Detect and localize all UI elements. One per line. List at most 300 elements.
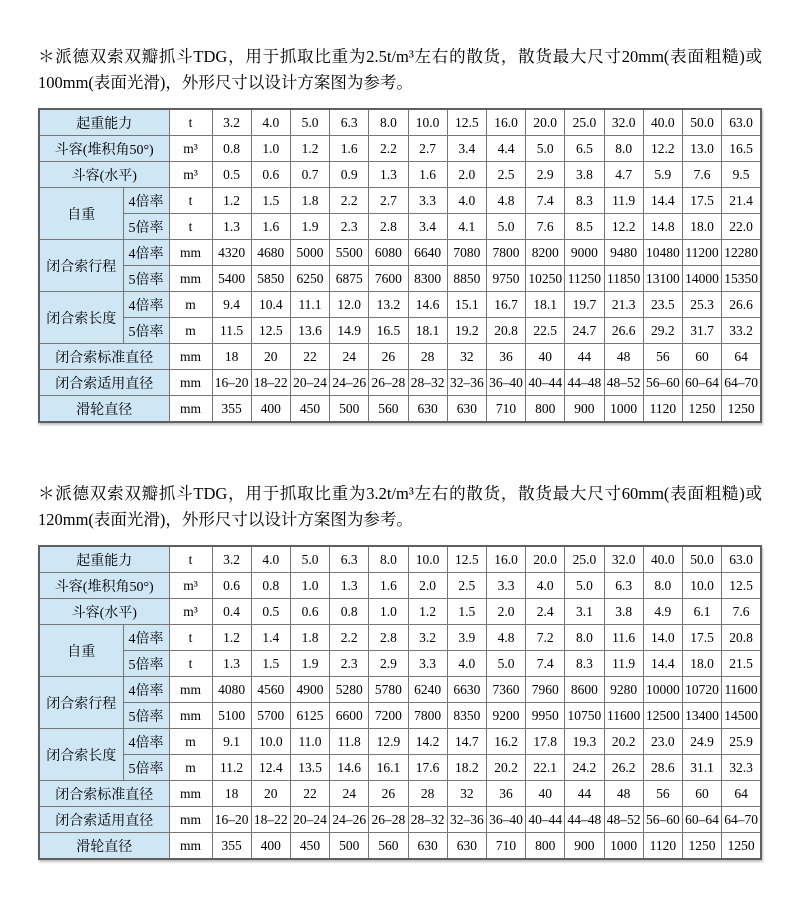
- row-label: 闭合索标准直径: [39, 781, 169, 807]
- value-cell: 1.2: [212, 188, 251, 214]
- value-cell: 48–52: [604, 370, 643, 396]
- value-cell: 12.5: [447, 546, 486, 573]
- value-cell: 26–28: [369, 370, 408, 396]
- table-row: [39, 703, 761, 729]
- value-cell: 28: [408, 781, 447, 807]
- value-cell: 5.9: [643, 162, 682, 188]
- table-row: [39, 136, 761, 162]
- value-cell: 15.1: [447, 292, 486, 318]
- value-cell: 22: [290, 344, 329, 370]
- value-cell: 20–24: [290, 370, 329, 396]
- value-cell: 32–36: [447, 370, 486, 396]
- value-cell: 20.2: [604, 729, 643, 755]
- value-cell: 23.0: [643, 729, 682, 755]
- value-cell: 6600: [330, 703, 369, 729]
- table-row: [39, 240, 761, 266]
- row-sub-label: 5倍率: [123, 266, 169, 292]
- value-cell: 900: [565, 396, 604, 423]
- unit-cell: m: [169, 318, 212, 344]
- value-cell: 500: [330, 396, 369, 423]
- value-cell: 10720: [682, 677, 721, 703]
- value-cell: 11.5: [212, 318, 251, 344]
- table-row: [39, 599, 761, 625]
- unit-cell: t: [169, 546, 212, 573]
- value-cell: 9.1: [212, 729, 251, 755]
- value-cell: 31.7: [682, 318, 721, 344]
- value-cell: 11.9: [604, 651, 643, 677]
- value-cell: 5780: [369, 677, 408, 703]
- value-cell: 2.3: [330, 651, 369, 677]
- value-cell: 6125: [290, 703, 329, 729]
- value-cell: 2.5: [447, 573, 486, 599]
- value-cell: 3.2: [212, 546, 251, 573]
- unit-cell: m³: [169, 162, 212, 188]
- value-cell: 6875: [330, 266, 369, 292]
- value-cell: 2.7: [408, 136, 447, 162]
- value-cell: 2.7: [369, 188, 408, 214]
- value-cell: 12.5: [722, 573, 761, 599]
- table-row: [39, 573, 761, 599]
- value-cell: 14.6: [408, 292, 447, 318]
- table-row: [39, 162, 761, 188]
- value-cell: 630: [408, 833, 447, 860]
- value-cell: 18: [212, 344, 251, 370]
- value-cell: 18.0: [682, 214, 721, 240]
- value-cell: 24–26: [330, 807, 369, 833]
- spec-section-2: [38, 481, 762, 860]
- value-cell: 6.3: [330, 109, 369, 136]
- value-cell: 20.8: [722, 625, 761, 651]
- value-cell: 1.9: [290, 651, 329, 677]
- value-cell: 800: [526, 833, 565, 860]
- value-cell: 16.7: [486, 292, 525, 318]
- value-cell: 20–24: [290, 807, 329, 833]
- value-cell: 32.0: [604, 546, 643, 573]
- value-cell: 355: [212, 833, 251, 860]
- value-cell: 18.1: [408, 318, 447, 344]
- value-cell: 26: [369, 344, 408, 370]
- unit-cell: m³: [169, 136, 212, 162]
- unit-cell: m: [169, 755, 212, 781]
- value-cell: 44–48: [565, 370, 604, 396]
- value-cell: 25.0: [565, 546, 604, 573]
- value-cell: 56–60: [643, 370, 682, 396]
- value-cell: 1250: [722, 833, 761, 860]
- value-cell: 10.0: [408, 546, 447, 573]
- spec-table-1: [38, 108, 762, 423]
- value-cell: 1120: [643, 833, 682, 860]
- value-cell: 1250: [682, 396, 721, 423]
- value-cell: 50.0: [682, 546, 721, 573]
- value-cell: 1120: [643, 396, 682, 423]
- value-cell: 630: [447, 396, 486, 423]
- unit-cell: t: [169, 625, 212, 651]
- value-cell: 800: [526, 396, 565, 423]
- value-cell: 7800: [486, 240, 525, 266]
- value-cell: 32.0: [604, 109, 643, 136]
- value-cell: 10.0: [682, 573, 721, 599]
- row-sub-label: 4倍率: [123, 625, 169, 651]
- value-cell: 5.0: [290, 546, 329, 573]
- value-cell: 4080: [212, 677, 251, 703]
- value-cell: 500: [330, 833, 369, 860]
- value-cell: 14.2: [408, 729, 447, 755]
- value-cell: 2.9: [369, 651, 408, 677]
- value-cell: 33.2: [722, 318, 761, 344]
- value-cell: 7.4: [526, 188, 565, 214]
- value-cell: 8.0: [643, 573, 682, 599]
- value-cell: 2.2: [330, 625, 369, 651]
- value-cell: 6.5: [565, 136, 604, 162]
- value-cell: 5.0: [486, 214, 525, 240]
- value-cell: 3.3: [408, 651, 447, 677]
- value-cell: 5100: [212, 703, 251, 729]
- value-cell: 5.0: [486, 651, 525, 677]
- value-cell: 10.0: [408, 109, 447, 136]
- value-cell: 14.4: [643, 188, 682, 214]
- row-label: 闭合索适用直径: [39, 807, 169, 833]
- value-cell: 23.5: [643, 292, 682, 318]
- value-cell: 18: [212, 781, 251, 807]
- value-cell: 15350: [722, 266, 761, 292]
- value-cell: 31.1: [682, 755, 721, 781]
- row-group-label: 闭合索长度: [39, 292, 123, 344]
- table-row: [39, 833, 761, 860]
- value-cell: 7.6: [722, 599, 761, 625]
- value-cell: 1.3: [212, 214, 251, 240]
- value-cell: 3.2: [408, 625, 447, 651]
- value-cell: 7.6: [682, 162, 721, 188]
- value-cell: 20.8: [486, 318, 525, 344]
- value-cell: 16.0: [486, 546, 525, 573]
- value-cell: 64: [722, 781, 761, 807]
- value-cell: 5700: [251, 703, 290, 729]
- row-group-label: 闭合索行程: [39, 677, 123, 729]
- row-sub-label: 5倍率: [123, 318, 169, 344]
- value-cell: 26.6: [604, 318, 643, 344]
- value-cell: 1.0: [369, 599, 408, 625]
- unit-cell: t: [169, 109, 212, 136]
- row-label: 斗容(水平): [39, 599, 169, 625]
- unit-cell: mm: [169, 781, 212, 807]
- value-cell: 3.2: [212, 109, 251, 136]
- value-cell: 1.6: [408, 162, 447, 188]
- value-cell: 24.7: [565, 318, 604, 344]
- value-cell: 0.5: [212, 162, 251, 188]
- unit-cell: mm: [169, 833, 212, 860]
- value-cell: 22: [290, 781, 329, 807]
- table-row: [39, 396, 761, 423]
- value-cell: 28.6: [643, 755, 682, 781]
- value-cell: 50.0: [682, 109, 721, 136]
- value-cell: 1.6: [251, 214, 290, 240]
- value-cell: 1.8: [290, 625, 329, 651]
- value-cell: 17.6: [408, 755, 447, 781]
- table-row: [39, 781, 761, 807]
- value-cell: 3.4: [447, 136, 486, 162]
- value-cell: 14.8: [643, 214, 682, 240]
- value-cell: 5.0: [526, 136, 565, 162]
- value-cell: 36–40: [486, 370, 525, 396]
- table-row: [39, 651, 761, 677]
- unit-cell: t: [169, 214, 212, 240]
- row-sub-label: 4倍率: [123, 240, 169, 266]
- value-cell: 4.0: [526, 573, 565, 599]
- value-cell: 18.2: [447, 755, 486, 781]
- value-cell: 630: [447, 833, 486, 860]
- value-cell: 44: [565, 781, 604, 807]
- value-cell: 7.4: [526, 651, 565, 677]
- unit-cell: mm: [169, 703, 212, 729]
- value-cell: 560: [369, 396, 408, 423]
- value-cell: 11250: [565, 266, 604, 292]
- value-cell: 12.2: [643, 136, 682, 162]
- value-cell: 9.5: [722, 162, 761, 188]
- value-cell: 6630: [447, 677, 486, 703]
- value-cell: 630: [408, 396, 447, 423]
- value-cell: 2.0: [486, 599, 525, 625]
- value-cell: 20: [251, 344, 290, 370]
- value-cell: 22.1: [526, 755, 565, 781]
- row-label: 斗容(水平): [39, 162, 169, 188]
- spec-section-1: [38, 44, 762, 423]
- unit-cell: m³: [169, 573, 212, 599]
- value-cell: 8200: [526, 240, 565, 266]
- value-cell: 19.2: [447, 318, 486, 344]
- unit-cell: mm: [169, 396, 212, 423]
- value-cell: 13.6: [290, 318, 329, 344]
- value-cell: 10.0: [251, 729, 290, 755]
- value-cell: 16–20: [212, 370, 251, 396]
- value-cell: 3.3: [408, 188, 447, 214]
- value-cell: 10750: [565, 703, 604, 729]
- value-cell: 11.2: [212, 755, 251, 781]
- value-cell: 9480: [604, 240, 643, 266]
- value-cell: 63.0: [722, 546, 761, 573]
- value-cell: 18.1: [526, 292, 565, 318]
- value-cell: 18–22: [251, 370, 290, 396]
- value-cell: 22.5: [526, 318, 565, 344]
- value-cell: 710: [486, 396, 525, 423]
- value-cell: 560: [369, 833, 408, 860]
- value-cell: 4.0: [447, 188, 486, 214]
- value-cell: 450: [290, 396, 329, 423]
- unit-cell: mm: [169, 344, 212, 370]
- value-cell: 40–44: [526, 807, 565, 833]
- value-cell: 24–26: [330, 370, 369, 396]
- value-cell: 1.0: [251, 136, 290, 162]
- value-cell: 3.8: [604, 599, 643, 625]
- table-row: [39, 546, 761, 573]
- value-cell: 40.0: [643, 109, 682, 136]
- value-cell: 5000: [290, 240, 329, 266]
- value-cell: 5.0: [290, 109, 329, 136]
- unit-cell: m³: [169, 599, 212, 625]
- value-cell: 19.7: [565, 292, 604, 318]
- value-cell: 1250: [722, 396, 761, 423]
- value-cell: 36–40: [486, 807, 525, 833]
- value-cell: 20: [251, 781, 290, 807]
- value-cell: 12.0: [330, 292, 369, 318]
- row-sub-label: 5倍率: [123, 651, 169, 677]
- value-cell: 8600: [565, 677, 604, 703]
- table-row: [39, 188, 761, 214]
- row-sub-label: 4倍率: [123, 292, 169, 318]
- value-cell: 3.9: [447, 625, 486, 651]
- value-cell: 1.5: [447, 599, 486, 625]
- value-cell: 2.8: [369, 214, 408, 240]
- value-cell: 10.4: [251, 292, 290, 318]
- value-cell: 25.3: [682, 292, 721, 318]
- value-cell: 32: [447, 344, 486, 370]
- value-cell: 60: [682, 344, 721, 370]
- value-cell: 1.2: [408, 599, 447, 625]
- value-cell: 24.2: [565, 755, 604, 781]
- value-cell: 1000: [604, 396, 643, 423]
- value-cell: 11600: [604, 703, 643, 729]
- value-cell: 7.6: [526, 214, 565, 240]
- value-cell: 4.0: [251, 546, 290, 573]
- value-cell: 64: [722, 344, 761, 370]
- value-cell: 24.9: [682, 729, 721, 755]
- table-row: [39, 214, 761, 240]
- row-group-label: 自重: [39, 188, 123, 240]
- row-group-label: 自重: [39, 625, 123, 677]
- value-cell: 4320: [212, 240, 251, 266]
- value-cell: 13.2: [369, 292, 408, 318]
- value-cell: 4.8: [486, 625, 525, 651]
- value-cell: 710: [486, 833, 525, 860]
- value-cell: 6.1: [682, 599, 721, 625]
- value-cell: 6.3: [330, 546, 369, 573]
- value-cell: 8.0: [604, 136, 643, 162]
- value-cell: 8.3: [565, 188, 604, 214]
- value-cell: 7200: [369, 703, 408, 729]
- value-cell: 32: [447, 781, 486, 807]
- table-row: [39, 292, 761, 318]
- value-cell: 10250: [526, 266, 565, 292]
- table-row: [39, 677, 761, 703]
- value-cell: 4.0: [447, 651, 486, 677]
- value-cell: 1.2: [212, 625, 251, 651]
- value-cell: 6080: [369, 240, 408, 266]
- value-cell: 7.2: [526, 625, 565, 651]
- value-cell: 4.9: [643, 599, 682, 625]
- table-row: [39, 755, 761, 781]
- value-cell: 8350: [447, 703, 486, 729]
- value-cell: 2.2: [369, 136, 408, 162]
- value-cell: 21.3: [604, 292, 643, 318]
- value-cell: 16.5: [369, 318, 408, 344]
- value-cell: 64–70: [722, 370, 761, 396]
- value-cell: 1.5: [251, 188, 290, 214]
- value-cell: 26.6: [722, 292, 761, 318]
- value-cell: 25.9: [722, 729, 761, 755]
- row-sub-label: 5倍率: [123, 755, 169, 781]
- value-cell: 4900: [290, 677, 329, 703]
- value-cell: 26–28: [369, 807, 408, 833]
- value-cell: 13.5: [290, 755, 329, 781]
- value-cell: 5400: [212, 266, 251, 292]
- value-cell: 40: [526, 781, 565, 807]
- value-cell: 11.9: [604, 188, 643, 214]
- value-cell: 48: [604, 344, 643, 370]
- value-cell: 26.2: [604, 755, 643, 781]
- section-2-intro-text: ＊派德双索双瓣抓斗TDG，用于抓取比重为3.2t/m³左右的散货，散货最大尺寸60mm(表面粗糙)或120mm(表面光滑)，外形尺寸以设计方案图为参考。: [38, 484, 762, 529]
- row-label: 斗容(堆积角50°): [39, 573, 169, 599]
- value-cell: 8300: [408, 266, 447, 292]
- value-cell: 3.8: [565, 162, 604, 188]
- value-cell: 20.0: [526, 109, 565, 136]
- row-label: 闭合索适用直径: [39, 370, 169, 396]
- value-cell: 14.9: [330, 318, 369, 344]
- table-row: [39, 318, 761, 344]
- table-row: [39, 109, 761, 136]
- value-cell: 1.4: [251, 625, 290, 651]
- row-sub-label: 5倍率: [123, 703, 169, 729]
- value-cell: 1.8: [290, 188, 329, 214]
- unit-cell: mm: [169, 807, 212, 833]
- value-cell: 2.4: [526, 599, 565, 625]
- unit-cell: mm: [169, 677, 212, 703]
- value-cell: 0.5: [251, 599, 290, 625]
- value-cell: 56–60: [643, 807, 682, 833]
- value-cell: 28: [408, 344, 447, 370]
- value-cell: 7960: [526, 677, 565, 703]
- value-cell: 21.4: [722, 188, 761, 214]
- row-label: 斗容(堆积角50°): [39, 136, 169, 162]
- value-cell: 12.5: [251, 318, 290, 344]
- value-cell: 6240: [408, 677, 447, 703]
- value-cell: 10000: [643, 677, 682, 703]
- value-cell: 0.4: [212, 599, 251, 625]
- value-cell: 60–64: [682, 370, 721, 396]
- value-cell: 29.2: [643, 318, 682, 344]
- row-label: 滑轮直径: [39, 396, 169, 423]
- value-cell: 28–32: [408, 807, 447, 833]
- value-cell: 2.2: [330, 188, 369, 214]
- row-label: 滑轮直径: [39, 833, 169, 860]
- row-label: 起重能力: [39, 109, 169, 136]
- unit-cell: mm: [169, 266, 212, 292]
- value-cell: 0.7: [290, 162, 329, 188]
- value-cell: 1.0: [290, 573, 329, 599]
- value-cell: 4680: [251, 240, 290, 266]
- value-cell: 2.5: [486, 162, 525, 188]
- row-label: 起重能力: [39, 546, 169, 573]
- value-cell: 1.2: [290, 136, 329, 162]
- row-label: 闭合索标准直径: [39, 344, 169, 370]
- value-cell: 11600: [722, 677, 761, 703]
- value-cell: 9000: [565, 240, 604, 266]
- section-1-intro-text: ＊派德双索双瓣抓斗TDG，用于抓取比重为2.5t/m³左右的散货，散货最大尺寸20mm(表面粗糙)或100mm(表面光滑)，外形尺寸以设计方案图为参考。: [38, 47, 762, 92]
- value-cell: 14.0: [643, 625, 682, 651]
- table-row: [39, 266, 761, 292]
- unit-cell: mm: [169, 370, 212, 396]
- value-cell: 24: [330, 344, 369, 370]
- value-cell: 6250: [290, 266, 329, 292]
- value-cell: 32.3: [722, 755, 761, 781]
- value-cell: 60: [682, 781, 721, 807]
- table-row: [39, 807, 761, 833]
- value-cell: 1000: [604, 833, 643, 860]
- value-cell: 13.0: [682, 136, 721, 162]
- spec-table-2: [38, 545, 762, 860]
- value-cell: 450: [290, 833, 329, 860]
- spec-table-2-body: [39, 546, 761, 859]
- value-cell: 16.2: [486, 729, 525, 755]
- value-cell: 12.4: [251, 755, 290, 781]
